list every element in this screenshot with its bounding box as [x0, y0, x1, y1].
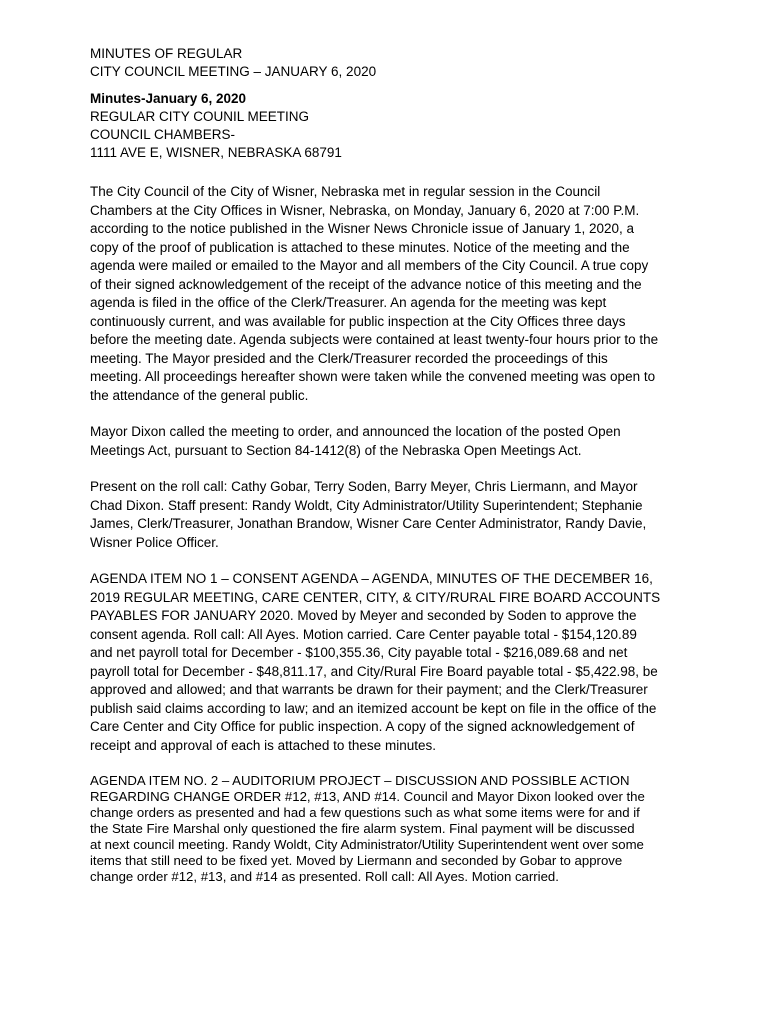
document-header — [90, 45, 680, 81]
paragraph-line: agenda were mailed or emailed to the Mayor and all members of the City Council. A true copy — [90, 258, 649, 273]
meeting-address: 1111 AVE E, WISNER, NEBRASKA 68791 — [90, 145, 342, 160]
paragraph-line: AGENDA ITEM NO 1 – CONSENT AGENDA – AGENDA, MINUTES OF THE DECEMBER 16, — [90, 571, 653, 586]
paragraph-line: copy of the proof of publication is attached to these minutes. Notice of the meeting and the — [90, 239, 630, 255]
header-line-1: MINUTES OF REGULAR — [90, 46, 243, 61]
paragraph-line: meeting. All proceedings hereafter shown were taken while the convened meeting was open to — [90, 369, 656, 384]
meeting-type: REGULAR CITY COUNIL MEETING — [90, 109, 310, 124]
paragraph-line: Chad Dixon. Staff present: Randy Woldt, City Administrator/Utility Superintendent; Stephanie — [90, 497, 643, 513]
paragraph-line: consent agenda. Roll call: All Ayes. Motion carried. Care Center payable total - $154,120.89 — [90, 626, 637, 642]
paragraph-line: the attendance of the general public. — [90, 387, 309, 403]
paragraph-line: change order #12, #13, and #14 as presented. Roll call: All Ayes. Motion carried. — [90, 869, 559, 884]
paragraph-line: agenda is filed in the office of the Clerk/Treasurer. An agenda for the meeting was kept — [90, 295, 607, 310]
agenda-item-2-paragraph — [90, 773, 680, 885]
paragraph-line: Meetings Act, pursuant to Section 84-1412(8) of the Nebraska Open Meetings Act. — [90, 442, 582, 458]
paragraph-line: before the meeting date. Agenda subjects were contained at least twenty-four hours prior to the — [90, 332, 659, 347]
paragraph-line: at next council meeting. Randy Woldt, City Administrator/Utility Superintendent went over some — [90, 837, 644, 852]
intro-paragraph — [90, 183, 680, 405]
paragraph-line: AGENDA ITEM NO. 2 – AUDITORIUM PROJECT – DISCUSSION AND POSSIBLE ACTION — [90, 773, 630, 788]
minutes-title: Minutes-January 6, 2020 — [90, 91, 247, 106]
paragraph-line: James, Clerk/Treasurer, Jonathan Brandow, Wisner Care Center Administrator, Randy Davie, — [90, 516, 647, 531]
header-line-2: CITY COUNCIL MEETING – JANUARY 6, 2020 — [90, 64, 377, 79]
paragraph-line: and net payroll total for December - $100,355.36, City payable total - $216,089.68 and net — [90, 645, 628, 660]
paragraph-line: Chambers at the City Offices in Wisner, Nebraska, on Monday, January 6, 2020 at 7:00 P.M. — [90, 202, 640, 218]
agenda-item-1-paragraph — [90, 570, 680, 755]
paragraph-line: according to the notice published in the Wisner News Chronicle issue of January 1, 2020, a — [90, 221, 635, 236]
paragraph-line: items that still need to be fixed yet. Moved by Liermann and seconded by Gobar to approve — [90, 853, 623, 868]
paragraph-line: Wisner Police Officer. — [90, 534, 219, 550]
call-to-order-paragraph — [90, 423, 680, 460]
paragraph-line: publish said claims according to law; and an itemized account be kept on file in the office of the — [90, 700, 657, 716]
paragraph-line: PAYABLES FOR JANUARY 2020. Moved by Meyer and seconded by Soden to approve the — [90, 608, 637, 623]
paragraph-line: continuously current, and was available for public inspection at the City Offices three days — [90, 313, 626, 329]
paragraph-line: approved and allowed; and that warrants be drawn for their payment; and the Clerk/Treasurer — [90, 682, 648, 697]
paragraph-line: REGARDING CHANGE ORDER #12, #13, AND #14. Council and Mayor Dixon looked over the — [90, 789, 645, 804]
meeting-info — [90, 90, 680, 162]
paragraph-line: 2019 REGULAR MEETING, CARE CENTER, CITY, & CITY/RURAL FIRE BOARD ACCOUNTS — [90, 589, 661, 605]
meeting-location: COUNCIL CHAMBERS- — [90, 127, 236, 142]
paragraph-line: payroll total for December - $48,811.17, and City/Rural Fire Board payable total - $5,422.98, be — [90, 663, 658, 679]
paragraph-line: Mayor Dixon called the meeting to order, and announced the location of the posted Open — [90, 424, 621, 439]
paragraph-line: The City Council of the City of Wisner, Nebraska met in regular session in the Council — [90, 184, 601, 199]
paragraph-line: Present on the roll call: Cathy Gobar, Terry Soden, Barry Meyer, Chris Liermann, and Mayor — [90, 479, 638, 494]
paragraph-line: meeting. The Mayor presided and the Clerk/Treasurer recorded the proceedings of this — [90, 350, 608, 366]
paragraph-line: change orders as presented and had a few questions such as what some items were for and if — [90, 805, 640, 820]
document-page — [90, 45, 680, 885]
paragraph-line: of their signed acknowledgement of the receipt of the advance notice of this meeting and the — [90, 276, 642, 292]
paragraph-line: Care Center and City Office for public inspection. A copy of the signed acknowledgement of — [90, 719, 635, 734]
paragraph-line: the State Fire Marshal only questioned the fire alarm system. Final payment will be discussed — [90, 821, 635, 836]
paragraph-line: receipt and approval of each is attached to these minutes. — [90, 737, 436, 753]
roll-call-paragraph — [90, 478, 680, 552]
